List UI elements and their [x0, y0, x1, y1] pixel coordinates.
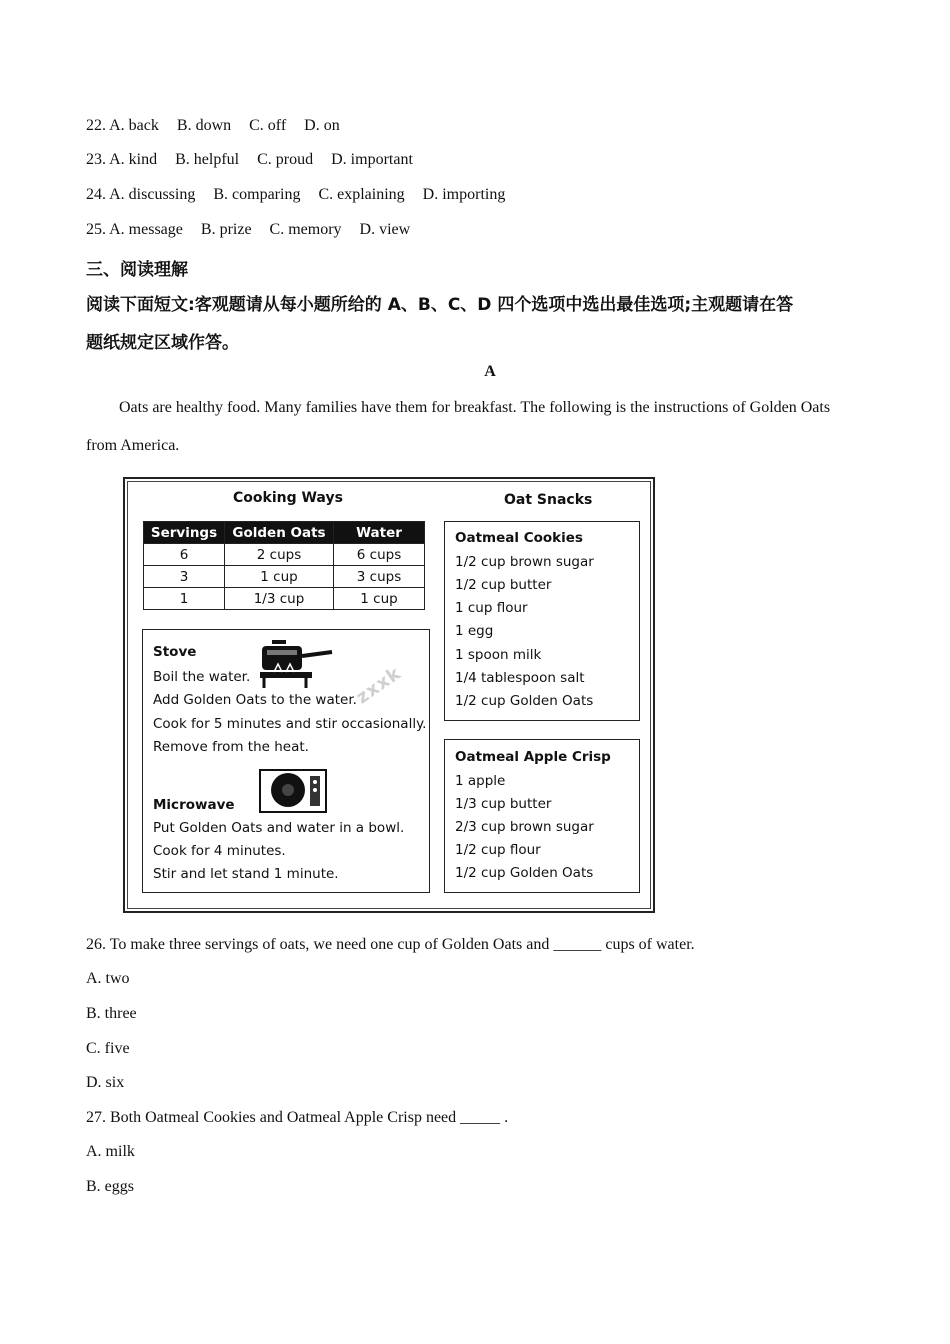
microwave-step: Cook for 4 minutes. [153, 843, 286, 859]
option: B. down [176, 117, 232, 134]
cookies-item: 1/4 tablespoon salt [455, 670, 585, 686]
option: A. discussing [109, 186, 196, 203]
table-row [144, 588, 425, 610]
q26-option-b: B. three [86, 1005, 137, 1022]
cookies-item: 1 cup flour [455, 600, 528, 616]
table-cell: 6 cups [334, 544, 425, 566]
q27-option-a: A. milk [86, 1143, 135, 1160]
table-cell: 1 [144, 588, 225, 610]
table-cell: 6 [144, 544, 225, 566]
crisp-item: 1/3 cup butter [455, 796, 552, 812]
option: B. prize [200, 221, 252, 238]
cookies-item: 1/2 cup brown sugar [455, 554, 594, 570]
instruction-line-1: 阅读下面短文:客观题请从每小题所给的 A、B、C、D 四个选项中选出最佳选项;主观题请在答 [86, 295, 794, 315]
cookies-item: 1 egg [455, 623, 494, 639]
crisp-item: 1 apple [455, 773, 506, 789]
crisp-item: 1/2 cup flour [455, 842, 541, 858]
microwave-step: Put Golden Oats and water in a bowl. [153, 820, 405, 836]
option: D. on [304, 117, 340, 134]
table-header: Water [334, 522, 425, 544]
question-27-stem: 27. Both Oatmeal Cookies and Oatmeal Apple Crisp need _____ . [86, 1109, 509, 1126]
question-26-stem: 26. To make three servings of oats, we need one cup of Golden Oats and ______ cups of water. [86, 936, 695, 953]
cooking-ways-title: Cooking Ways [233, 490, 343, 506]
option: A. message [109, 221, 183, 238]
stove-title: Stove [153, 644, 197, 660]
oatmeal-cookies-box [444, 521, 640, 721]
oatmeal-apple-crisp-box [444, 739, 640, 893]
table-header-row [144, 522, 425, 544]
question-24: 24. A. discussing B. comparing C. explaining D. importing [86, 186, 506, 203]
option: D. important [331, 151, 413, 168]
passage-label: A [484, 363, 496, 380]
crisp-item: 2/3 cup brown sugar [455, 819, 594, 835]
microwave-title: Microwave [153, 797, 235, 813]
q26-option-c: C. five [86, 1040, 130, 1057]
option: D. importing [422, 186, 506, 203]
passage-text: Oats are healthy food. Many families have them for breakfast. The following is the instructions of Golden Oats from America. [86, 399, 831, 454]
table-cell: 3 cups [334, 566, 425, 588]
option: B. helpful [175, 151, 240, 168]
microwave-bowl-icon [258, 768, 330, 814]
stove-step: Cook for 5 minutes and stir occasionally. [153, 716, 427, 732]
stove-step: Add Golden Oats to the water. [153, 692, 357, 708]
table-cell: 1 cup [334, 588, 425, 610]
table-row [144, 566, 425, 588]
question-25: 25. A. message B. prize C. memory D. view [86, 221, 411, 238]
oats-instructions-figure [123, 477, 655, 913]
q26-option-d: D. six [86, 1074, 125, 1091]
option: B. comparing [213, 186, 301, 203]
oat-snacks-title: Oat Snacks [504, 492, 593, 508]
section-title: 三、阅读理解 [86, 260, 188, 280]
option: A. kind [109, 151, 158, 168]
watermark: zxxk [352, 662, 406, 709]
table-header: Golden Oats [225, 522, 334, 544]
cookies-item: 1/2 cup Golden Oats [455, 693, 594, 709]
option: C. memory [269, 221, 342, 238]
table-cell: 2 cups [225, 544, 334, 566]
option: D. view [359, 221, 411, 238]
option: C. explaining [318, 186, 405, 203]
cooking-ways-table [143, 521, 425, 610]
stove-pot-icon [258, 638, 336, 690]
option: C. off [249, 117, 287, 134]
question-22: 22. A. back B. down C. off D. on [86, 117, 340, 134]
q26-option-a: A. two [86, 970, 130, 987]
question-23: 23. A. kind B. helpful C. proud D. important [86, 151, 413, 168]
crisp-title: Oatmeal Apple Crisp [455, 749, 611, 765]
table-cell: 1 cup [225, 566, 334, 588]
option: C. proud [257, 151, 314, 168]
cookies-item: 1 spoon milk [455, 647, 542, 663]
microwave-step: Stir and let stand 1 minute. [153, 866, 339, 882]
cookies-title: Oatmeal Cookies [455, 530, 583, 546]
table-header: Servings [144, 522, 225, 544]
table-row [144, 544, 425, 566]
table-cell: 1/3 cup [225, 588, 334, 610]
table-cell: 3 [144, 566, 225, 588]
cookies-item: 1/2 cup butter [455, 577, 552, 593]
q27-option-b: B. eggs [86, 1178, 134, 1195]
stove-step: Boil the water. [153, 669, 251, 685]
stove-step: Remove from the heat. [153, 739, 309, 755]
crisp-item: 1/2 cup Golden Oats [455, 865, 594, 881]
option: A. back [109, 117, 159, 134]
instruction-line-2: 题纸规定区域作答。 [86, 333, 239, 353]
